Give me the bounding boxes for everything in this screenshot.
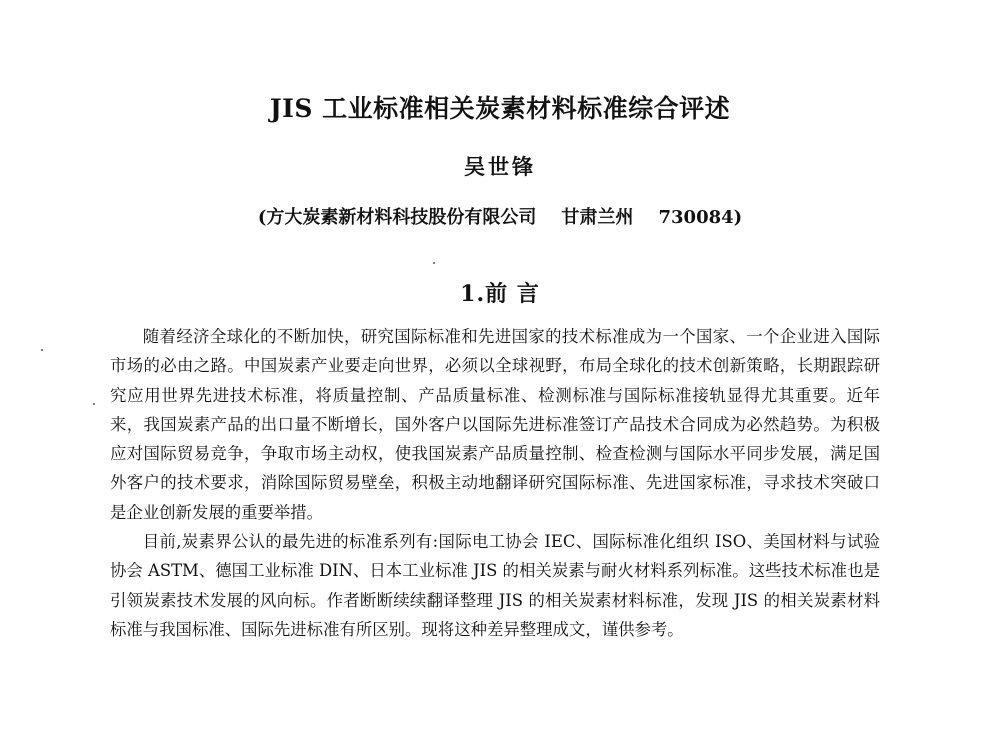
paragraph-1: 随着经济全球化的不断加快，研究国际标准和先进国家的技术标准成为一个国家、一个企业进入国际市场的必由之路。中国炭素产业要走向世界，必须以全球视野，布局全球化的技术创新策略，长期跟踪研究应用世界先进技术标准，将质量控制、产品质量标准、检测标准与国际标准接轨显得尤其重要。近年来，我国炭素产品的出口量不断增长，国外客户以国际先进标准签订产品技术合同成为必然趋势。为积极应对国际贸易竞争，争取市场主动权，使我国炭素产品质量控制、检查检测与国际水平同步发展，满足国外客户的技术要求，消除国际贸易壁垒，积极主动地翻译研究国际标准、先进国家标准，寻求技术突破口是企业创新发展的重要举措。 [110, 327, 880, 522]
author-name: 吴世锋 [464, 154, 536, 179]
author-affiliation: (方大炭素新材料科技股份有限公司 甘肃兰州 730084) [257, 207, 743, 228]
scan-speck [93, 403, 95, 405]
paper-title: JIS 工业标准相关炭素材料标准综合评述 [269, 94, 731, 123]
scan-speck [433, 262, 435, 264]
section-body [110, 322, 880, 644]
scan-speck [41, 349, 43, 351]
paragraph-2: 目前,炭素界公认的最先进的标准系列有:国际电工协会 IEC、国际标准化组织 ISO、美国材料与试验协会 ASTM、德国工业标准 DIN、日本工业标准 JIS 的相关炭素与耐火材料系列标准。这些技术标准也是引领炭素技术发展的风向标。作者断断续续翻译整理 JIS 的相关炭素材料标准，发现 JIS 的相关炭素材料标准与我国标准、国际先进标准有所区别。现将这种差异整理成文，谨供参考。 [110, 532, 880, 639]
section-heading: 1.前 言 [460, 281, 540, 307]
